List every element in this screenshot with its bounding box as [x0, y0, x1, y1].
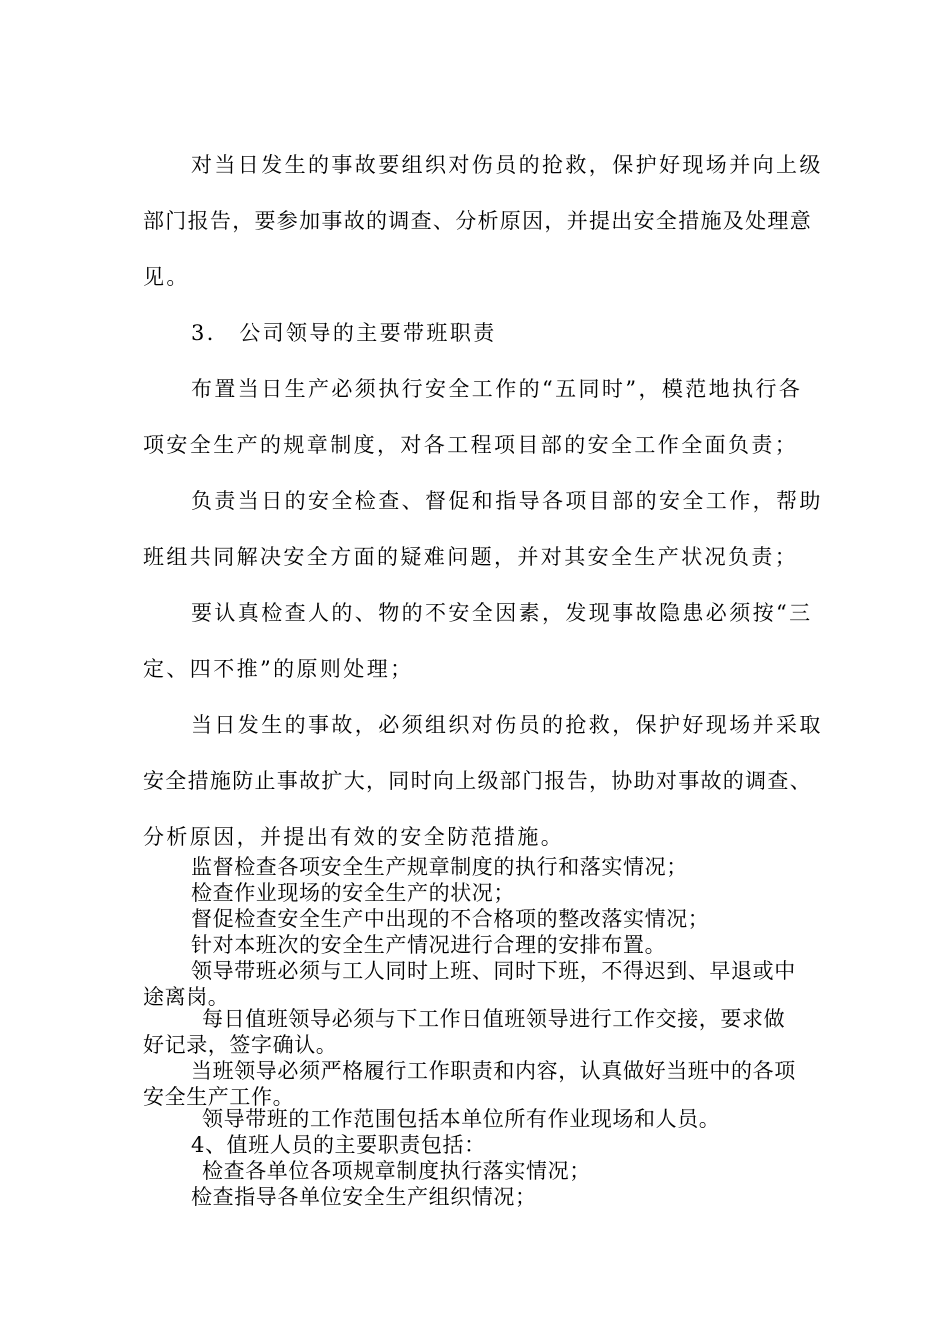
paragraph-line: 安全生产工作。: [143, 1085, 295, 1109]
paragraph-line: 检查各单位各项规章制度执行落实情况；: [202, 1159, 591, 1183]
paragraph-line: 领导带班的工作范围包括本单位所有作业现场和人员。: [202, 1107, 721, 1131]
paragraph-line: 安全措施防止事故扩大，同时向上级部门报告，协助对事故的调查、: [143, 769, 812, 793]
paragraph-line: 督促检查安全生产中出现的不合格项的整改落实情况；: [191, 907, 710, 931]
paragraph-line: 当日发生的事故，必须组织对伤员的抢救，保护好现场并采取: [191, 713, 823, 737]
paragraph-line: 好记录，签字确认。: [143, 1033, 338, 1057]
paragraph-line: 布置当日生产必须执行安全工作的“五同时”，模范地执行各: [191, 377, 803, 401]
paragraph-line: 检查指导各单位安全生产组织情况；: [191, 1185, 537, 1209]
paragraph-line: 要认真检查人的、物的不安全因素，发现事故隐患必须按“三: [191, 601, 813, 625]
paragraph-line: 对当日发生的事故要组织对伤员的抢救，保护好现场并向上级: [191, 153, 823, 177]
paragraph-line: 当班领导必须严格履行工作职责和内容，认真做好当班中的各项: [191, 1059, 796, 1083]
paragraph-line: 每日值班领导必须与下工作日值班领导进行工作交接，要求做: [202, 1007, 786, 1031]
paragraph-line: 检查作业现场的安全生产的状况；: [191, 881, 515, 905]
section-heading: 4、值班人员的主要职责包括：: [191, 1133, 486, 1157]
paragraph-line: 分析原因，并提出有效的安全防范措施。: [143, 825, 565, 849]
paragraph-line: 领导带班必须与工人同时上班、同时下班，不得迟到、早退或中: [191, 959, 796, 983]
paragraph-line: 监督检查各项安全生产规章制度的执行和落实情况；: [191, 855, 688, 879]
paragraph-line: 班组共同解决安全方面的疑难问题，并对其安全生产状况负责；: [143, 545, 799, 569]
paragraph-line: 定、四不推”的原则处理；: [143, 657, 414, 681]
paragraph-line: 负责当日的安全检查、督促和指导各项目部的安全工作，帮助: [191, 489, 823, 513]
section-heading: 3． 公司领导的主要带班职责: [191, 321, 497, 345]
paragraph-line: 针对本班次的安全生产情况进行合理的安排布置。: [191, 933, 667, 957]
paragraph-line: 项安全生产的规章制度，对各工程项目部的安全工作全面负责；: [143, 433, 799, 457]
paragraph-line: 部门报告，要参加事故的调查、分析原因，并提出安全措施及处理意: [143, 209, 812, 233]
paragraph-line: 途离岗。: [143, 985, 230, 1009]
paragraph-line: 见。: [143, 265, 190, 289]
